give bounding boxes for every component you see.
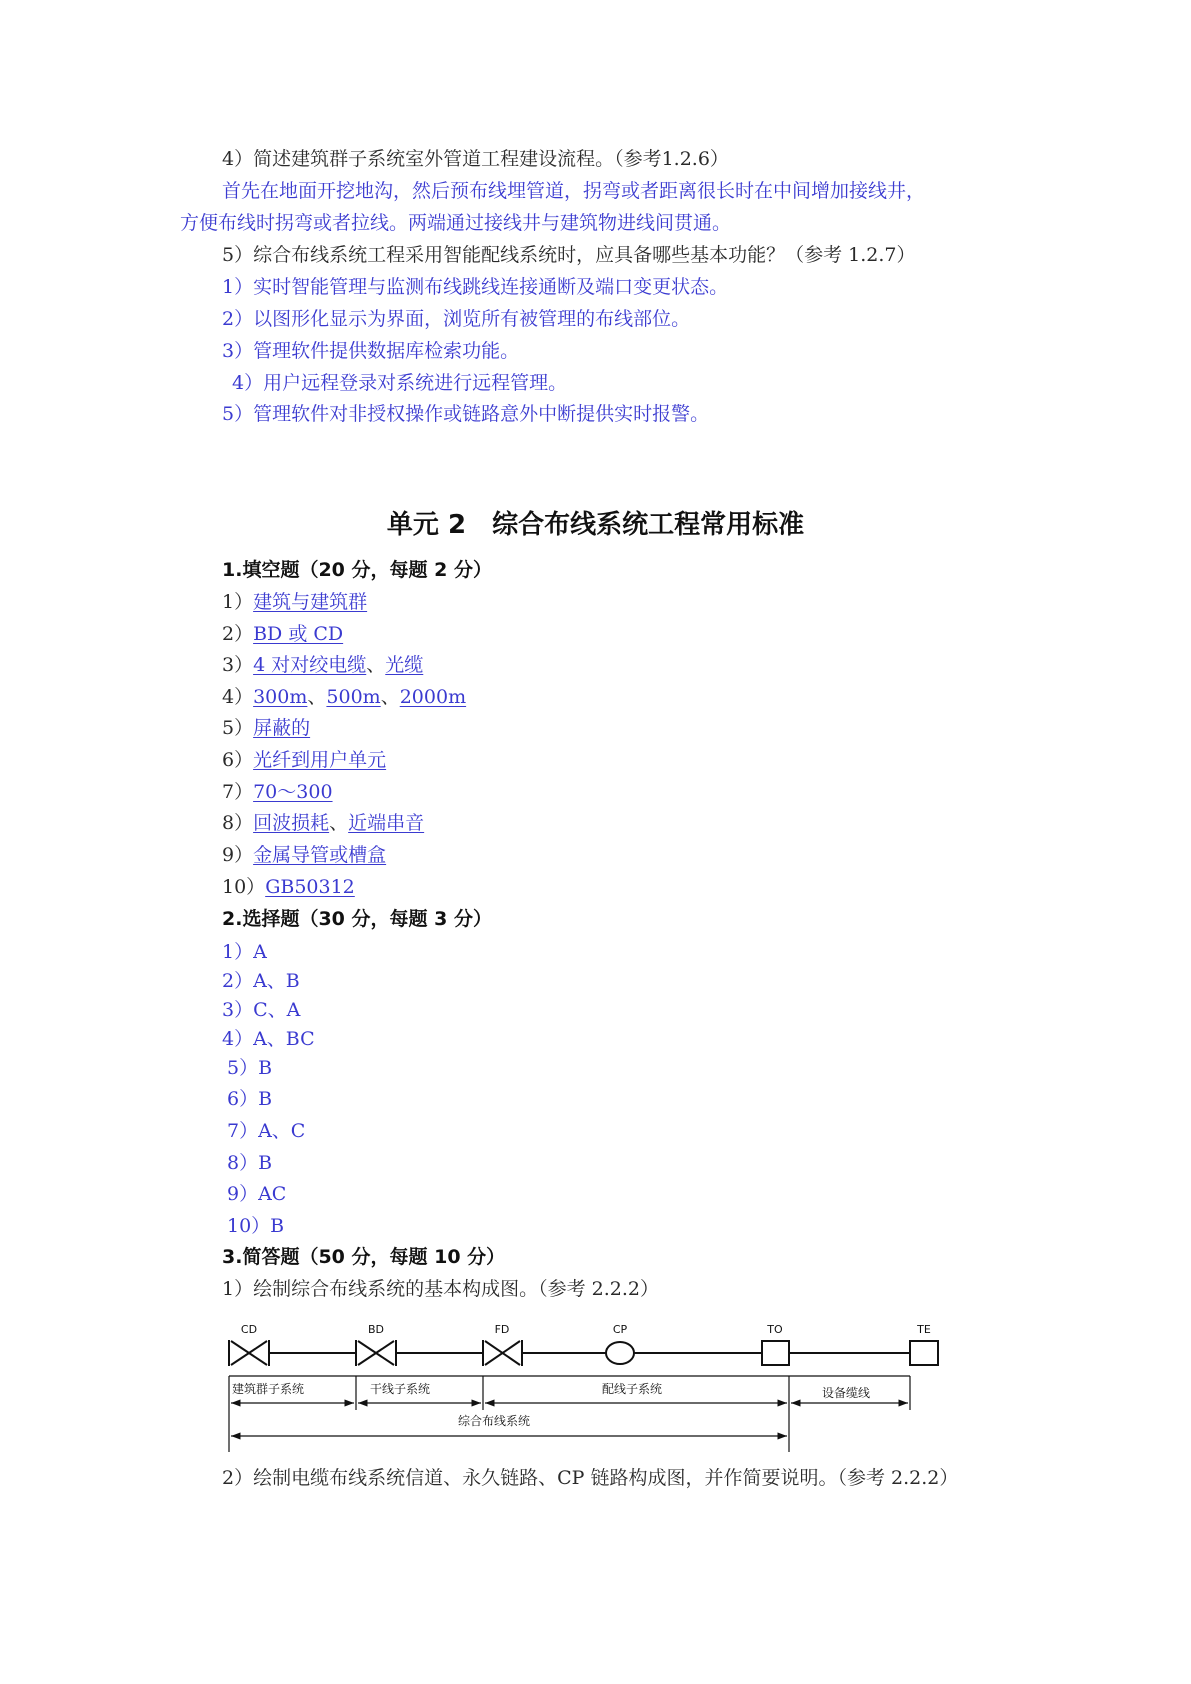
choice-answer: 1）A <box>222 941 267 963</box>
node-label-fd: FD <box>494 1323 510 1336</box>
answer-blank: 建筑与建筑群 <box>253 591 368 613</box>
span-label-horizontal: 配线子系统 <box>601 1382 663 1396</box>
separator: 、 <box>329 812 349 834</box>
answer-blank: 回波损耗 <box>253 812 330 834</box>
question-4: 4）简述建筑群子系统室外管道工程建设流程。（参考1.2.6） <box>222 148 729 170</box>
node-label-cp: CP <box>612 1323 628 1336</box>
answer-blank: 70～300 <box>253 781 333 803</box>
answer-5-item: 5）管理软件对非授权操作或链路意外中断提供实时报警。 <box>222 403 710 425</box>
choice-answer: 9）AC <box>227 1183 287 1205</box>
answer-blank: 近端串音 <box>348 812 425 834</box>
item-number: 7） <box>222 781 254 803</box>
answer-4-line-2: 方便布线时拐弯或者拉线。两端通过接线井与建筑物进线间贯通。 <box>180 212 732 234</box>
answer-5-item: 3）管理软件提供数据库检索功能。 <box>222 340 520 362</box>
node-label-to: TO <box>767 1323 783 1336</box>
to-outlet-symbol <box>762 1341 789 1365</box>
node-label-cd: CD <box>240 1323 258 1336</box>
choice-answer: 8）B <box>227 1152 273 1174</box>
answer-blank: 4 对对绞电缆 <box>253 654 367 676</box>
fd-cross-connect-symbol <box>483 1340 522 1366</box>
unit-title: 单元 2 综合布线系统工程常用标准 <box>386 510 805 540</box>
cd-cross-connect-symbol <box>229 1340 269 1366</box>
fill-heading: 1.填空题（20 分，每题 2 分） <box>222 559 492 581</box>
item-number: 5） <box>222 717 254 739</box>
answer-blank: 光缆 <box>385 654 424 676</box>
cp-consolidation-point-symbol <box>606 1342 634 1364</box>
total-span-label: 综合布线系统 <box>457 1414 531 1428</box>
question-5: 5）综合布线系统工程采用智能配线系统时，应具备哪些基本功能？（参考 1.2.7） <box>222 244 916 266</box>
bd-cross-connect-symbol <box>356 1340 396 1366</box>
choice-answer: 7）A、C <box>227 1120 306 1142</box>
node-label-te: TE <box>917 1323 931 1336</box>
node-label-bd: BD <box>367 1323 385 1336</box>
item-number: 2） <box>222 623 254 645</box>
separator: 、 <box>366 654 386 676</box>
answer-5-item: 1）实时智能管理与监测布线跳线连接通断及端口变更状态。 <box>222 276 729 298</box>
choice-answer: 6）B <box>227 1088 273 1110</box>
span-label-backbone: 干线子系统 <box>370 1382 431 1396</box>
answer-blank: 光纤到用户单元 <box>253 749 387 771</box>
short-question-1: 1）绘制综合布线系统的基本构成图。（参考 2.2.2） <box>222 1278 659 1300</box>
separator: 、 <box>307 686 327 708</box>
answer-blank: 300m <box>253 686 308 708</box>
te-terminal-symbol <box>910 1341 938 1365</box>
short-heading: 3.简答题（50 分，每题 10 分） <box>222 1246 506 1268</box>
item-number: 10） <box>222 876 266 898</box>
span-label-equipment-cord: 设备缆线 <box>821 1386 871 1400</box>
choice-answer: 5）B <box>227 1057 273 1079</box>
item-number: 6） <box>222 749 254 771</box>
answer-blank: 屏蔽的 <box>253 717 311 739</box>
answer-5-item: 2）以图形化显示为界面，浏览所有被管理的布线部位。 <box>222 308 691 330</box>
choice-heading: 2.选择题（30 分，每题 3 分） <box>222 908 492 930</box>
answer-blank: 金属导管或槽盒 <box>253 844 387 866</box>
item-number: 9） <box>222 844 254 866</box>
answer-blank: GB50312 <box>265 876 355 898</box>
item-number: 4） <box>222 686 254 708</box>
answer-5-item: 4）用户远程登录对系统进行远程管理。 <box>232 372 568 394</box>
item-number: 3） <box>222 654 254 676</box>
choice-answer: 4）A、BC <box>222 1028 315 1050</box>
short-question-2: 2）绘制电缆布线系统信道、永久链路、CP 链路构成图，并作简要说明。（参考 2.2.2） <box>222 1467 959 1489</box>
choice-answer: 3）C、A <box>222 999 301 1021</box>
item-number: 1） <box>222 591 254 613</box>
answer-blank: BD 或 CD <box>253 623 344 645</box>
choice-answer: 2）A、B <box>222 970 300 992</box>
item-number: 8） <box>222 812 254 834</box>
separator: 、 <box>380 686 400 708</box>
span-label-campus: 建筑群子系统 <box>232 1382 305 1396</box>
answer-blank: 2000m <box>399 686 467 708</box>
answer-4-line-1: 首先在地面开挖地沟，然后预布线埋管道，拐弯或者距离很长时在中间增加接线井， <box>222 180 926 202</box>
choice-answer: 10）B <box>227 1215 285 1237</box>
answer-blank: 500m <box>326 686 381 708</box>
